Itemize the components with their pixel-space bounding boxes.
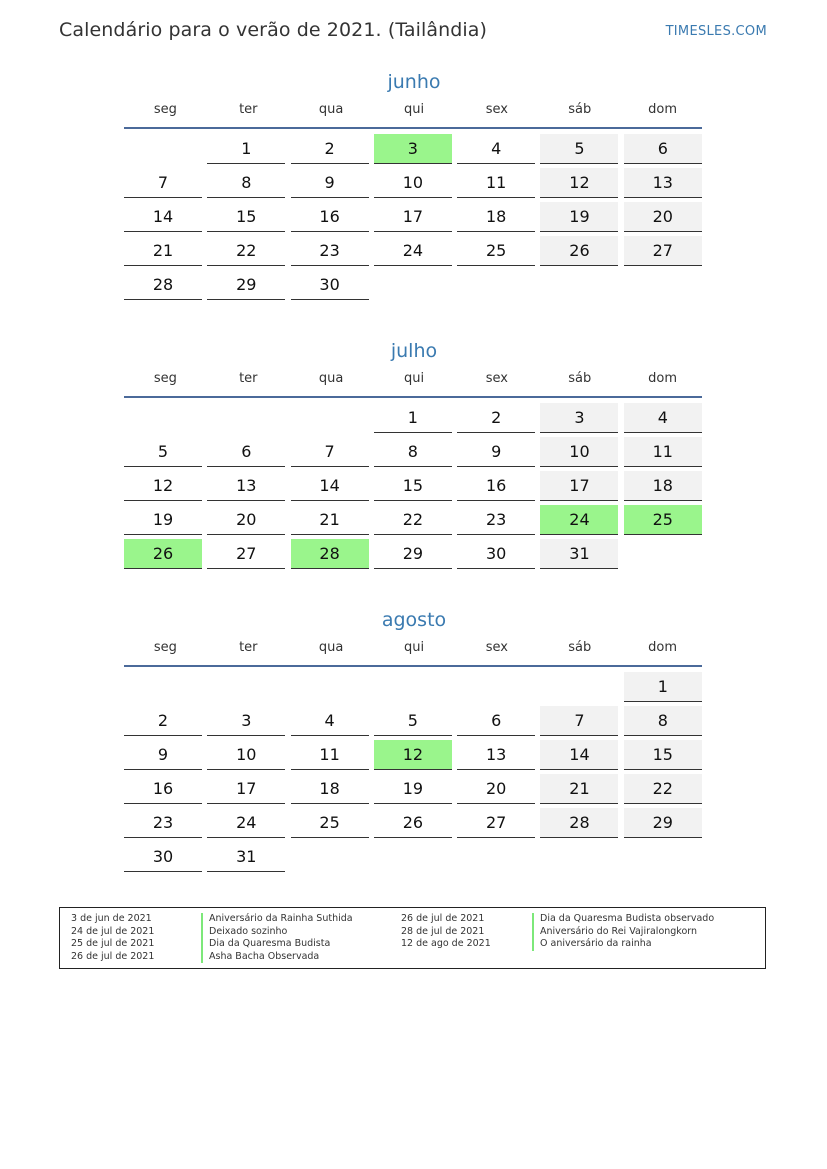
day-cell[interactable]: 2	[457, 403, 535, 433]
weekday-label: sex	[485, 371, 508, 386]
day-cell[interactable]: 19	[540, 202, 618, 232]
legend-holiday-name: Dia da Quaresma Budista	[201, 938, 353, 951]
day-cell[interactable]: 21	[291, 505, 369, 535]
empty-cell	[457, 672, 535, 702]
day-cell[interactable]: 6	[457, 706, 535, 736]
day-cell[interactable]: 25	[457, 236, 535, 266]
weekday-label: seg	[153, 371, 177, 386]
legend-date: 28 de jul de 2021	[401, 925, 485, 937]
day-cell[interactable]: 15	[374, 471, 452, 501]
day-cell[interactable]: 15	[207, 202, 285, 232]
day-cell[interactable]: 26	[374, 808, 452, 838]
holiday-day-cell[interactable]: 25	[624, 505, 702, 535]
day-cell[interactable]: 31	[207, 842, 285, 872]
weekday-label: dom	[648, 640, 678, 655]
day-cell[interactable]: 19	[124, 505, 202, 535]
month-title: agosto	[381, 609, 447, 631]
legend-date: 25 de jul de 2021	[71, 938, 155, 949]
empty-cell	[291, 403, 369, 433]
legend-date: 12 de ago de 2021	[401, 938, 491, 949]
month-title: julho	[390, 340, 438, 362]
day-cell[interactable]: 11	[457, 168, 535, 198]
weekday-label: sáb	[568, 640, 592, 655]
day-cell[interactable]: 28	[124, 270, 202, 300]
day-cell[interactable]: 5	[374, 706, 452, 736]
weekday-label: seg	[153, 102, 177, 117]
weekday-label: seg	[153, 640, 177, 655]
day-cell[interactable]: 12	[124, 471, 202, 501]
weekday-label: sáb	[568, 371, 592, 386]
day-cell[interactable]: 29	[207, 270, 285, 300]
legend-dates-left	[71, 913, 154, 963]
legend-holiday-name: Aniversário da Rainha Suthida	[201, 913, 353, 926]
day-cell[interactable]: 28	[540, 808, 618, 838]
header-divider	[124, 127, 702, 129]
day-cell[interactable]: 4	[457, 134, 535, 164]
day-cell[interactable]: 29	[374, 539, 452, 569]
month-august	[124, 606, 704, 872]
day-cell[interactable]: 13	[207, 471, 285, 501]
month-july	[124, 337, 704, 569]
weekday-label: dom	[648, 102, 678, 117]
day-cell[interactable]: 6	[207, 437, 285, 467]
empty-cell	[207, 403, 285, 433]
day-cell[interactable]: 23	[457, 505, 535, 535]
holiday-day-cell[interactable]: 24	[540, 505, 618, 535]
day-cell[interactable]: 16	[124, 774, 202, 804]
day-cell[interactable]: 9	[291, 168, 369, 198]
day-cell[interactable]: 26	[540, 236, 618, 266]
day-cell[interactable]: 18	[291, 774, 369, 804]
day-cell[interactable]: 25	[291, 808, 369, 838]
day-cell[interactable]: 23	[124, 808, 202, 838]
day-cell[interactable]: 19	[374, 774, 452, 804]
day-cell[interactable]: 21	[540, 774, 618, 804]
weekday-label: qui	[403, 640, 425, 655]
day-cell[interactable]: 18	[457, 202, 535, 232]
day-cell[interactable]: 9	[124, 740, 202, 770]
weekday-label: ter	[239, 371, 258, 386]
day-cell[interactable]: 9	[457, 437, 535, 467]
page-title: Calendário para o verão de 2021. (Tailândia)	[59, 19, 488, 41]
day-cell[interactable]: 3	[207, 706, 285, 736]
day-cell[interactable]: 20	[457, 774, 535, 804]
legend-date: 26 de jul de 2021	[71, 950, 155, 962]
day-cell[interactable]: 2	[291, 134, 369, 164]
day-cell[interactable]: 7	[291, 437, 369, 467]
weekday-label: ter	[239, 640, 258, 655]
legend-date: 24 de jul de 2021	[71, 925, 155, 937]
day-grid	[124, 134, 704, 300]
holiday-day-cell[interactable]: 28	[291, 539, 369, 569]
day-cell[interactable]: 11	[624, 437, 702, 467]
day-grid	[124, 403, 704, 569]
day-cell[interactable]: 29	[624, 808, 702, 838]
day-cell[interactable]: 5	[124, 437, 202, 467]
weekday-label: sex	[485, 102, 508, 117]
legend-date: 26 de jul de 2021	[401, 913, 485, 924]
day-cell[interactable]: 24	[374, 236, 452, 266]
legend-names-right	[532, 913, 714, 951]
day-cell[interactable]: 18	[624, 471, 702, 501]
day-cell[interactable]: 5	[540, 134, 618, 164]
legend-holiday-name: O aniversário da rainha	[532, 938, 714, 951]
day-cell[interactable]: 15	[624, 740, 702, 770]
day-cell[interactable]: 17	[374, 202, 452, 232]
legend-holiday-name: Dia da Quaresma Budista observado	[532, 913, 714, 926]
day-cell[interactable]: 12	[540, 168, 618, 198]
weekday-label: sex	[485, 640, 508, 655]
legend-names-left	[201, 913, 353, 963]
day-cell[interactable]: 1	[624, 672, 702, 702]
day-cell[interactable]: 30	[291, 270, 369, 300]
month-title: junho	[387, 71, 441, 93]
day-cell[interactable]: 17	[207, 774, 285, 804]
day-cell[interactable]: 30	[457, 539, 535, 569]
empty-cell	[124, 403, 202, 433]
day-cell[interactable]: 16	[457, 471, 535, 501]
day-cell[interactable]: 8	[624, 706, 702, 736]
day-cell[interactable]: 22	[374, 505, 452, 535]
holiday-day-cell[interactable]: 12	[374, 740, 452, 770]
day-cell[interactable]: 10	[374, 168, 452, 198]
weekday-label: dom	[648, 371, 678, 386]
day-cell[interactable]: 22	[624, 774, 702, 804]
day-cell[interactable]: 1	[374, 403, 452, 433]
legend-holiday-name: Aniversário do Rei Vajiralongkorn	[532, 926, 714, 939]
day-cell[interactable]: 2	[124, 706, 202, 736]
day-cell[interactable]: 14	[540, 740, 618, 770]
day-cell[interactable]: 7	[124, 168, 202, 198]
day-cell[interactable]: 16	[291, 202, 369, 232]
day-cell[interactable]: 4	[291, 706, 369, 736]
day-cell[interactable]: 21	[124, 236, 202, 266]
day-cell[interactable]: 6	[624, 134, 702, 164]
day-cell[interactable]: 27	[207, 539, 285, 569]
weekday-header-row	[124, 100, 704, 120]
day-cell[interactable]: 8	[374, 437, 452, 467]
legend-dates-right	[401, 913, 491, 951]
weekday-label: qua	[318, 640, 344, 655]
weekday-header-row	[124, 369, 704, 389]
holiday-day-cell[interactable]: 3	[374, 134, 452, 164]
day-cell[interactable]: 11	[291, 740, 369, 770]
day-cell[interactable]: 20	[624, 202, 702, 232]
day-cell[interactable]: 8	[207, 168, 285, 198]
day-cell[interactable]: 31	[540, 539, 618, 569]
day-cell[interactable]: 20	[207, 505, 285, 535]
weekday-header-row	[124, 638, 704, 658]
day-cell[interactable]: 13	[457, 740, 535, 770]
legend-holiday-name: Deixado sozinho	[201, 926, 353, 939]
day-cell[interactable]: 22	[207, 236, 285, 266]
weekday-label: sáb	[568, 102, 592, 117]
month-june	[124, 68, 704, 300]
day-cell[interactable]: 14	[291, 471, 369, 501]
legend-date: 3 de jun de 2021	[71, 913, 152, 924]
day-cell[interactable]: 23	[291, 236, 369, 266]
day-grid	[124, 672, 704, 872]
holiday-legend	[59, 907, 766, 969]
header-divider	[124, 665, 702, 667]
weekday-label: qui	[403, 102, 425, 117]
weekday-label: qui	[403, 371, 425, 386]
empty-cell	[124, 672, 202, 702]
brand-link[interactable]: TIMESLES.COM	[665, 24, 767, 39]
empty-cell	[291, 672, 369, 702]
weekday-label: qua	[318, 102, 344, 117]
empty-cell	[374, 672, 452, 702]
weekday-label: ter	[239, 102, 258, 117]
day-cell[interactable]: 14	[124, 202, 202, 232]
day-cell[interactable]: 4	[624, 403, 702, 433]
day-cell[interactable]: 1	[207, 134, 285, 164]
day-cell[interactable]: 3	[540, 403, 618, 433]
header-divider	[124, 396, 702, 398]
empty-cell	[124, 134, 202, 164]
day-cell[interactable]: 17	[540, 471, 618, 501]
day-cell[interactable]: 10	[540, 437, 618, 467]
day-cell[interactable]: 27	[457, 808, 535, 838]
day-cell[interactable]: 24	[207, 808, 285, 838]
day-cell[interactable]: 27	[624, 236, 702, 266]
day-cell[interactable]: 13	[624, 168, 702, 198]
empty-cell	[207, 672, 285, 702]
empty-cell	[540, 672, 618, 702]
day-cell[interactable]: 10	[207, 740, 285, 770]
holiday-day-cell[interactable]: 26	[124, 539, 202, 569]
legend-holiday-name: Asha Bacha Observada	[201, 951, 353, 964]
weekday-label: qua	[318, 371, 344, 386]
day-cell[interactable]: 30	[124, 842, 202, 872]
day-cell[interactable]: 7	[540, 706, 618, 736]
